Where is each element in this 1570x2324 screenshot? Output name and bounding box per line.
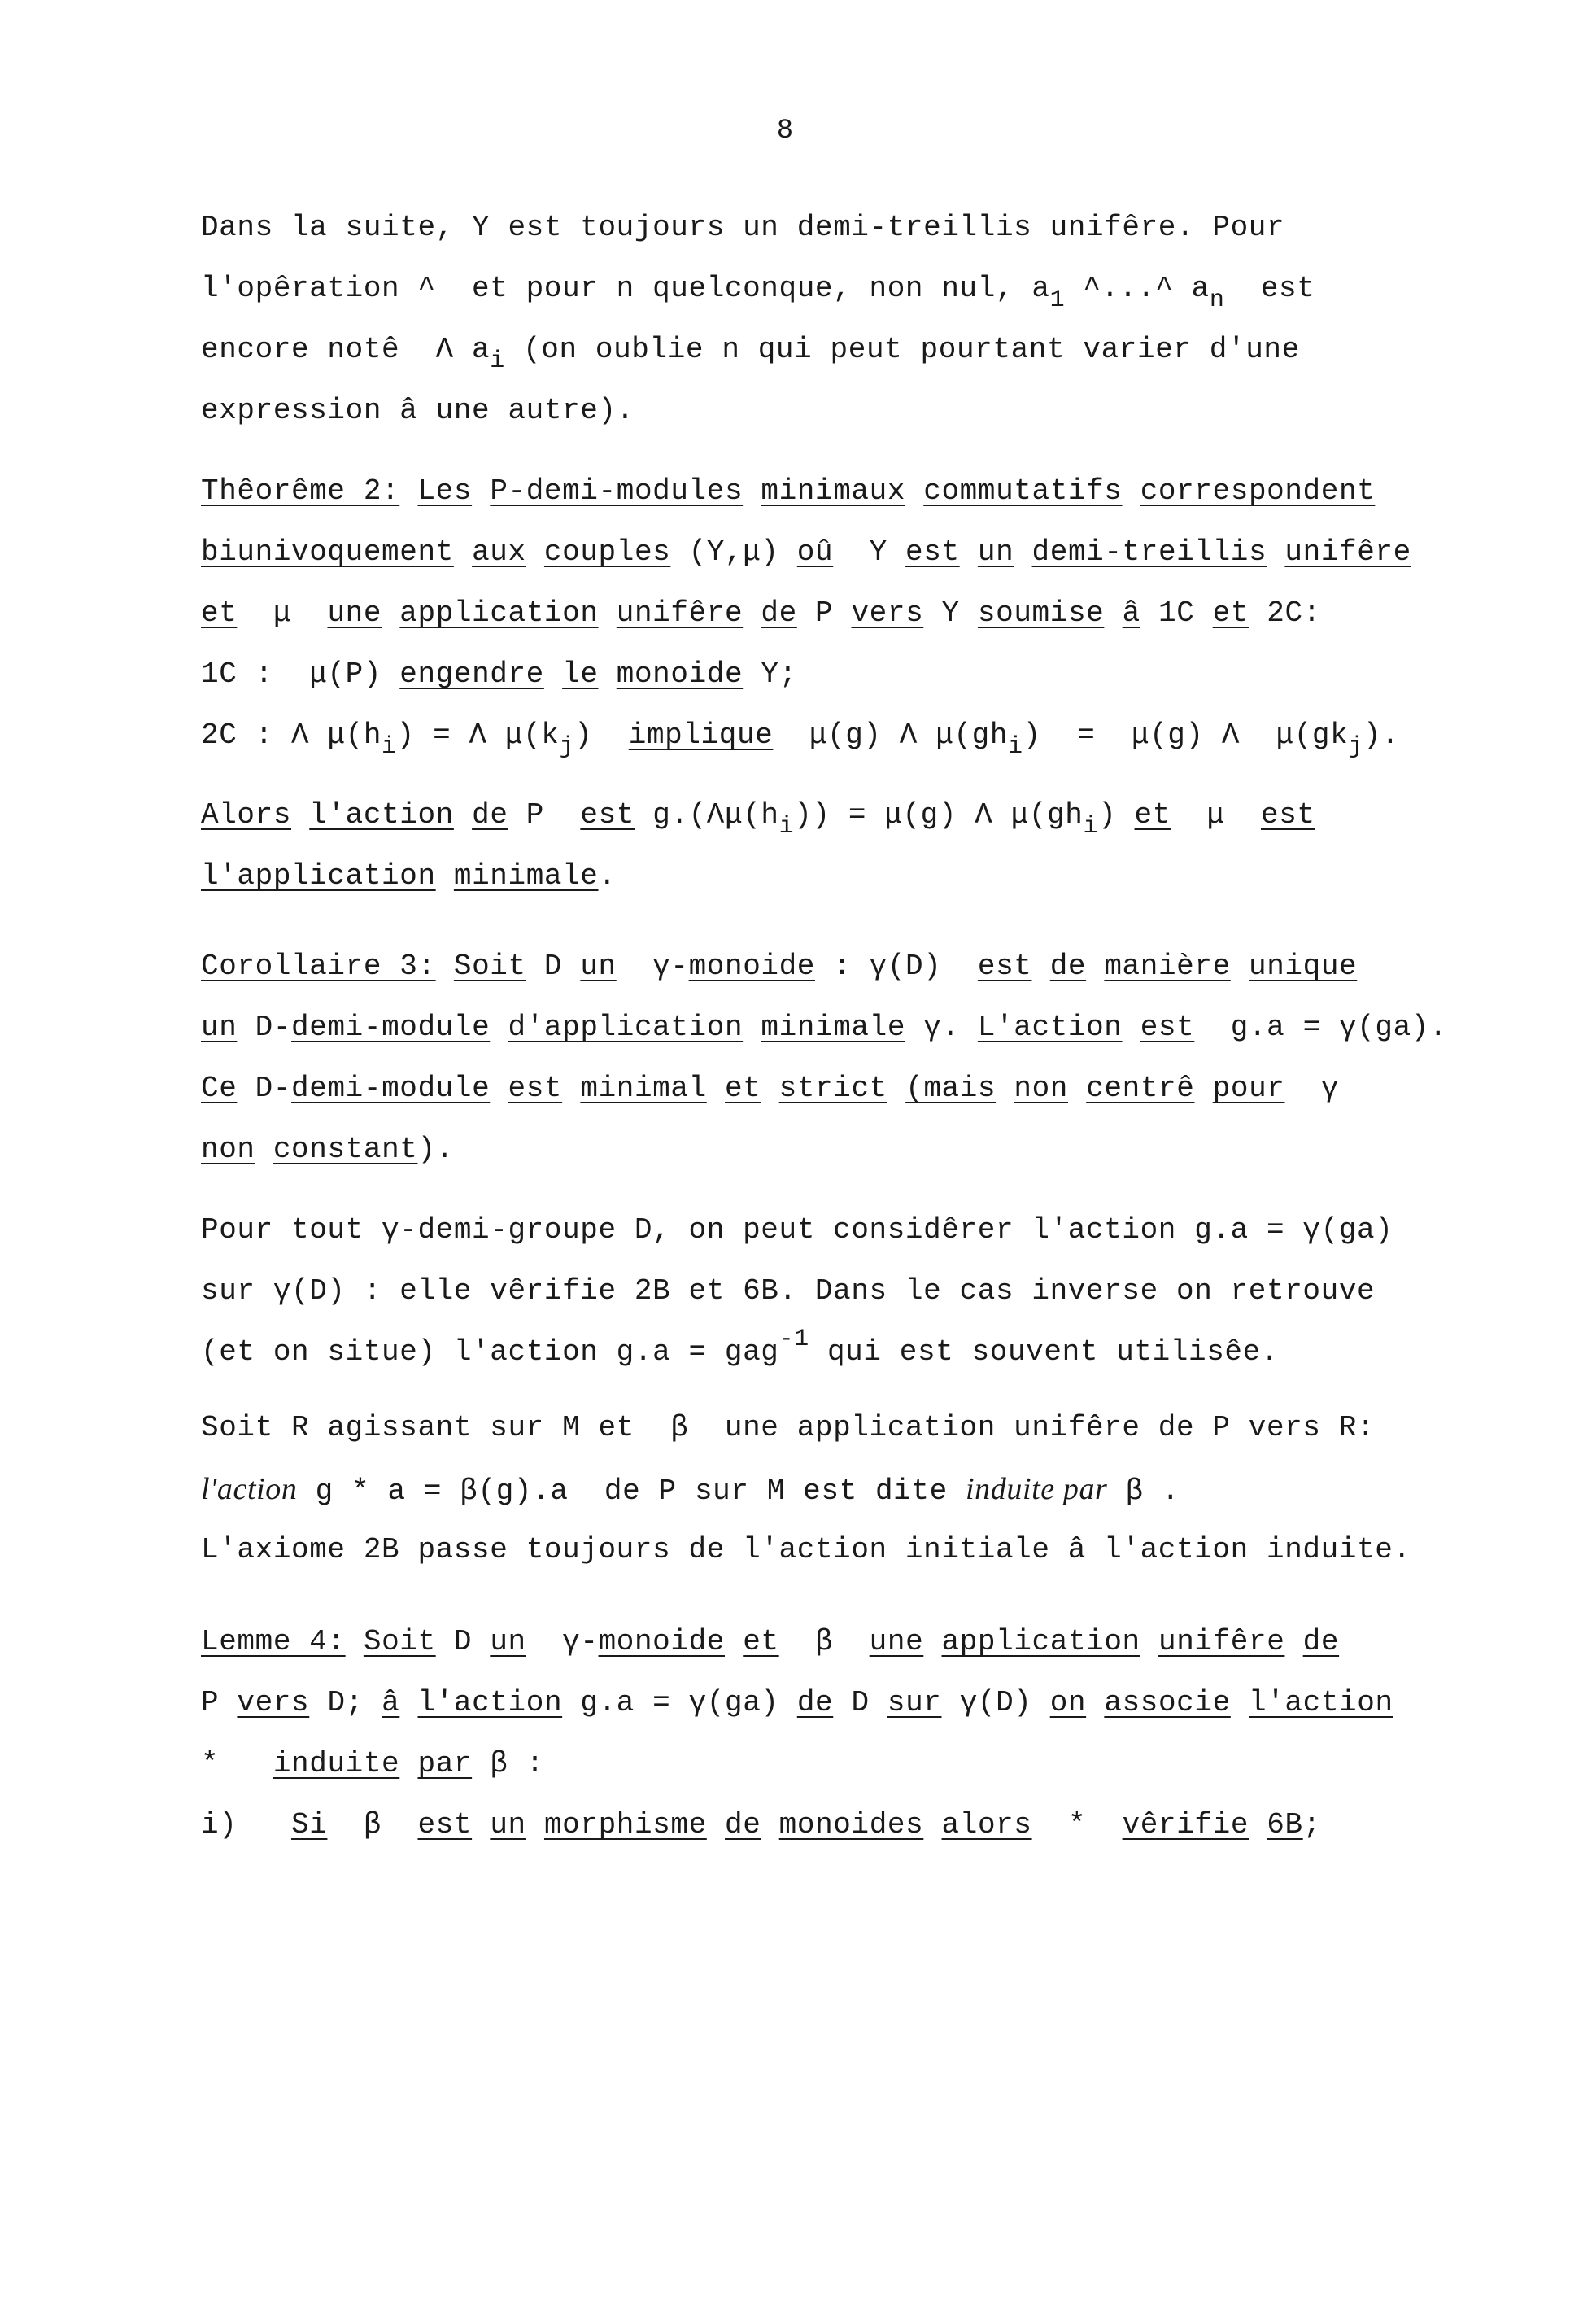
text-line: Lemme 4: Soit D un γ-monoide et β une application unifêre de xyxy=(201,1625,1340,1658)
text-line: un D-demi-module d'application minimale γ. L'action est g.a = γ(ga). xyxy=(201,1011,1448,1044)
text-line: biunivoquement aux couples (Y,μ) oû Y est un demi-treillis unifêre xyxy=(201,535,1411,569)
text-line: Alors l'action de P est $g.(\Lambda\mu(h_i)) = \mu(g)$ Λ $\mu(gh_i)$ et μ est xyxy=(201,798,1315,841)
text-line: * induite par β : xyxy=(201,1747,544,1780)
text-line: non constant). xyxy=(201,1133,454,1166)
text-line: Dans la suite, Y est toujours un demi-treillis unifêre. Pour xyxy=(201,211,1285,244)
text-line: et μ une application unifêre de P vers Y soumise â 1C et 2C: xyxy=(201,596,1321,630)
text-line: (et on situe) l'action g.a = gag$^{-1}$ qui est souvent utilisêe. xyxy=(201,1326,1280,1369)
text-line: l'action g * a = β(g).a de P sur M est dite induite par β . xyxy=(201,1472,1180,1508)
text-line: P vers D; â l'action g.a = γ(ga) de D sur γ(D) on associe l'action xyxy=(201,1686,1393,1719)
text-line: 2C : Λ $\mu(h_i) = \Lambda$ $\mu(k_j)$ implique μ(g) Λ $\mu(gh_i) = \mu(g)$ Λ $\mu(gk_j)$. xyxy=(201,719,1400,761)
text-line: L'axiome 2B passe toujours de l'action initiale â l'action induite. xyxy=(201,1533,1411,1566)
page-number: 8 xyxy=(776,116,794,146)
text-line: Ce D-demi-module est minimal et strict (mais non centrê pour γ xyxy=(201,1072,1340,1105)
text-line: expression â une autre). xyxy=(201,394,635,427)
text-line: Soit R agissant sur M et β une application unifêre de P vers R: xyxy=(201,1411,1376,1444)
text-line: Corollaire 3: Soit D un γ-monoide : γ(D) est de manière unique xyxy=(201,950,1358,983)
text-line: l'opêration ^ et pour n quelconque, non nul, $a_1$ ^...^ $a_n$ est xyxy=(201,272,1315,314)
text-line: l'application minimale. xyxy=(201,859,617,893)
text-line: i) Si β est un morphisme de monoides alors * vêrifie 6B; xyxy=(201,1808,1321,1841)
text-line: Thêorême 2: Les P-demi-modules minimaux commutatifs correspondent xyxy=(201,474,1376,508)
text-line: sur γ(D) : elle vêrifie 2B et 6B. Dans le cas inverse on retrouve xyxy=(201,1274,1376,1308)
text-line: encore notê Λ $a_i$ (on oublie n qui peut pourtant varier d'une xyxy=(201,333,1300,375)
text-line: 1C : μ(P) engendre le monoide Y; xyxy=(201,657,797,691)
text-line: Pour tout γ-demi-groupe D, on peut considêrer l'action g.a = γ(ga) xyxy=(201,1213,1393,1247)
